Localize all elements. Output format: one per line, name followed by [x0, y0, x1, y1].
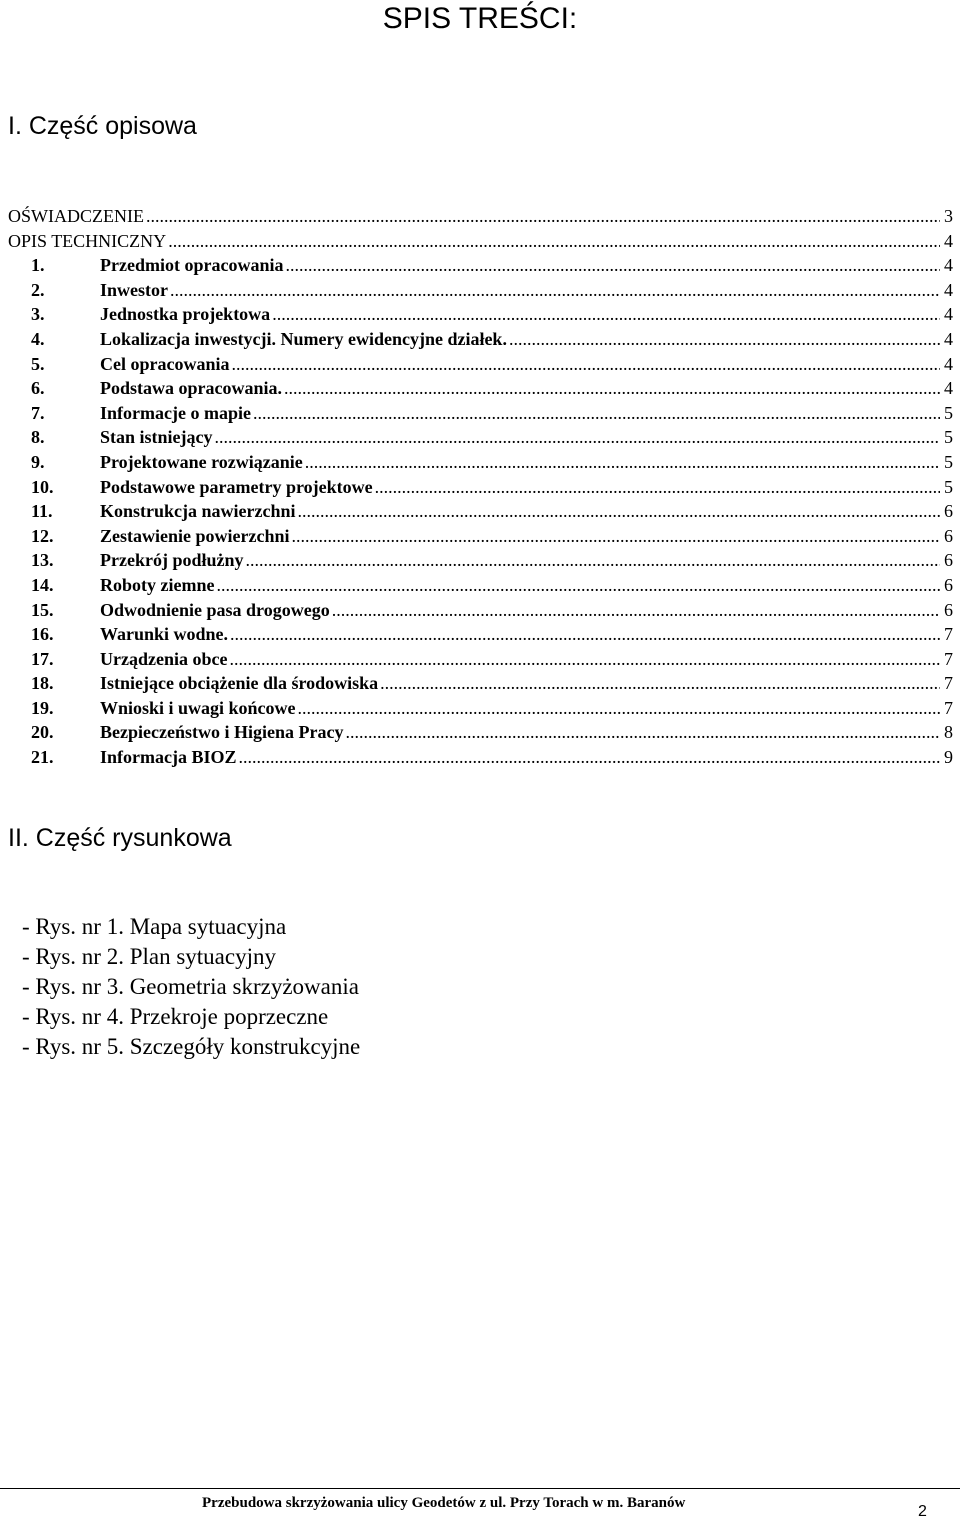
- toc-entry[interactable]: [8, 647, 953, 672]
- toc-dot-leader: [146, 204, 940, 229]
- toc-entry-page: 4: [944, 230, 953, 251]
- toc-entry-title: Projektowane rozwiązanie: [100, 451, 303, 472]
- toc-entry-number: 9.: [31, 451, 45, 472]
- toc-entry-number: 5.: [31, 353, 45, 374]
- toc-entry-title: Zestawienie powierzchni: [100, 525, 290, 546]
- toc-entry[interactable]: [8, 573, 953, 598]
- toc-entry-title: OŚWIADCZENIE: [8, 206, 144, 226]
- toc-dot-leader: [298, 499, 941, 524]
- toc-entry-title: Inwestor: [100, 279, 168, 300]
- table-of-contents: [8, 204, 953, 770]
- toc-dot-leader: [239, 745, 941, 770]
- toc-entry-page: 6: [944, 550, 953, 571]
- toc-entry-page: 4: [944, 255, 953, 276]
- toc-dot-leader: [168, 229, 940, 254]
- toc-entry-title: OPIS TECHNICZNY: [8, 230, 167, 251]
- toc-entry-page: 7: [944, 697, 953, 718]
- footer-divider: [0, 1488, 960, 1489]
- toc-entry[interactable]: [8, 401, 953, 426]
- drawing-item: - Rys. nr 5. Szczegóły konstrukcyjne: [22, 1034, 361, 1059]
- toc-entry-title: Urządzenia obce: [100, 648, 228, 669]
- toc-entry-number: 15.: [31, 599, 54, 620]
- toc-entry-title: Przekrój podłużny: [100, 550, 244, 571]
- toc-dot-leader: [232, 352, 941, 377]
- toc-entry-number: 8.: [31, 427, 45, 448]
- toc-entry[interactable]: [8, 376, 953, 401]
- toc-entry-page: 4: [944, 378, 953, 399]
- toc-entry-page: 5: [944, 402, 953, 423]
- toc-entry-number: 13.: [31, 550, 54, 571]
- toc-dot-leader: [230, 622, 940, 647]
- toc-entry-number: 20.: [31, 722, 54, 743]
- toc-entry[interactable]: [8, 425, 953, 450]
- toc-entry-title: Lokalizacja inwestycji. Numery ewidencyjne działek.: [100, 328, 507, 349]
- section-title-descriptive: I. Część opisowa: [8, 112, 197, 140]
- toc-entry[interactable]: [8, 671, 953, 696]
- toc-entry[interactable]: [8, 229, 953, 254]
- toc-entry-number: 1.: [31, 255, 45, 276]
- toc-entry-number: 6.: [31, 378, 45, 399]
- toc-dot-leader: [253, 401, 940, 426]
- toc-entry-title: Jednostka projektowa: [100, 304, 271, 325]
- toc-entry-number: 7.: [31, 402, 45, 423]
- toc-dot-leader: [216, 573, 940, 598]
- toc-entry-title: Przedmiot opracowania: [100, 255, 284, 276]
- toc-entry[interactable]: [8, 745, 953, 770]
- drawing-item: - Rys. nr 2. Plan sytuacyjny: [22, 944, 276, 969]
- toc-entry[interactable]: [8, 475, 953, 500]
- drawing-item: - Rys. nr 4. Przekroje poprzeczne: [22, 1004, 329, 1029]
- toc-entry[interactable]: [8, 327, 953, 352]
- toc-entry-number: 14.: [31, 574, 54, 595]
- toc-entry[interactable]: [8, 598, 953, 623]
- toc-dot-leader: [285, 253, 940, 278]
- toc-entry-title: Odwodnienie pasa drogowego: [100, 599, 330, 620]
- toc-entry-title: Bezpieczeństwo i Higiena Pracy: [100, 722, 344, 743]
- toc-entry-page: 9: [944, 747, 953, 768]
- toc-dot-leader: [345, 720, 940, 745]
- toc-entry-number: 11.: [31, 501, 53, 522]
- toc-entry-page: 5: [944, 476, 953, 497]
- section-title-drawings: II. Część rysunkowa: [8, 824, 232, 852]
- toc-dot-leader: [298, 696, 940, 721]
- toc-entry-page: 4: [944, 304, 953, 325]
- toc-entry-number: 3.: [31, 304, 45, 325]
- toc-entry-number: 10.: [31, 476, 54, 497]
- toc-dot-leader: [215, 425, 941, 450]
- toc-entry-title: Konstrukcja nawierzchni: [100, 501, 296, 522]
- toc-entry-title: Informacje o mapie: [100, 402, 251, 423]
- toc-entry[interactable]: [8, 548, 953, 573]
- toc-entry-page: 6: [944, 599, 953, 620]
- toc-entry[interactable]: [8, 450, 953, 475]
- toc-entry[interactable]: [8, 696, 953, 721]
- toc-entry-page: 6: [944, 525, 953, 546]
- toc-entry[interactable]: [8, 204, 953, 229]
- toc-entry-title: Cel opracowania: [100, 353, 230, 374]
- toc-entry-page: 5: [944, 451, 953, 472]
- toc-entry[interactable]: [8, 302, 953, 327]
- toc-dot-leader: [332, 598, 940, 623]
- toc-entry-number: 4.: [31, 328, 45, 349]
- toc-dot-leader: [375, 475, 940, 500]
- toc-entry-page: 8: [944, 722, 953, 743]
- toc-entry-page: 7: [944, 648, 953, 669]
- toc-entry-page: 3: [944, 206, 953, 226]
- toc-entry-title: Wnioski i uwagi końcowe: [100, 697, 296, 718]
- toc-entry-number: 16.: [31, 624, 54, 645]
- toc-dot-leader: [305, 450, 940, 475]
- toc-entry-title: Warunki wodne.: [100, 624, 229, 645]
- toc-dot-leader: [246, 548, 941, 573]
- toc-entry-page: 6: [944, 574, 953, 595]
- drawings-list: [22, 912, 360, 1062]
- toc-dot-leader: [284, 376, 940, 401]
- toc-entry-page: 6: [944, 501, 953, 522]
- toc-entry-page: 7: [944, 673, 953, 694]
- toc-entry-number: 12.: [31, 525, 54, 546]
- toc-entry-title: Roboty ziemne: [100, 574, 215, 595]
- page-title: SPIS TREŚCI:: [382, 2, 578, 35]
- toc-entry[interactable]: [8, 352, 953, 377]
- toc-entry-number: 18.: [31, 673, 54, 694]
- toc-dot-leader: [170, 278, 940, 303]
- toc-entry[interactable]: [8, 253, 953, 278]
- toc-dot-leader: [229, 647, 940, 672]
- toc-entry-page: 7: [944, 624, 953, 645]
- toc-entry-number: 21.: [31, 747, 54, 768]
- toc-entry-page: 4: [944, 279, 953, 300]
- toc-entry[interactable]: [8, 524, 953, 549]
- toc-entry[interactable]: [8, 278, 953, 303]
- drawing-item: - Rys. nr 3. Geometria skrzyżowania: [22, 974, 359, 999]
- toc-entry-number: 17.: [31, 648, 54, 669]
- toc-entry-title: Podstawowe parametry projektowe: [100, 476, 373, 497]
- toc-entry-title: Istniejące obciążenie dla środowiska: [100, 673, 379, 694]
- toc-entry[interactable]: [8, 499, 953, 524]
- toc-dot-leader: [380, 671, 940, 696]
- toc-dot-leader: [272, 302, 940, 327]
- toc-entry-page: 5: [944, 427, 953, 448]
- toc-dot-leader: [291, 524, 940, 549]
- page-number: 2: [918, 1503, 927, 1520]
- toc-entry-title: Stan istniejący: [100, 427, 213, 448]
- toc-entry-title: Podstawa opracowania.: [100, 378, 283, 399]
- toc-entry-number: 2.: [31, 279, 45, 300]
- toc-entry-number: 19.: [31, 697, 54, 718]
- toc-entry[interactable]: [8, 622, 953, 647]
- drawing-item: - Rys. nr 1. Mapa sytuacyjna: [22, 914, 287, 939]
- footer-project-title: Przebudowa skrzyżowania ulicy Geodetów z ul. Przy Torach w m. Baranów: [202, 1495, 686, 1511]
- toc-entry[interactable]: [8, 720, 953, 745]
- toc-entry-page: 4: [944, 353, 953, 374]
- toc-entry-page: 4: [944, 328, 953, 349]
- toc-dot-leader: [509, 327, 940, 352]
- toc-entry-title: Informacja BIOZ: [100, 747, 237, 768]
